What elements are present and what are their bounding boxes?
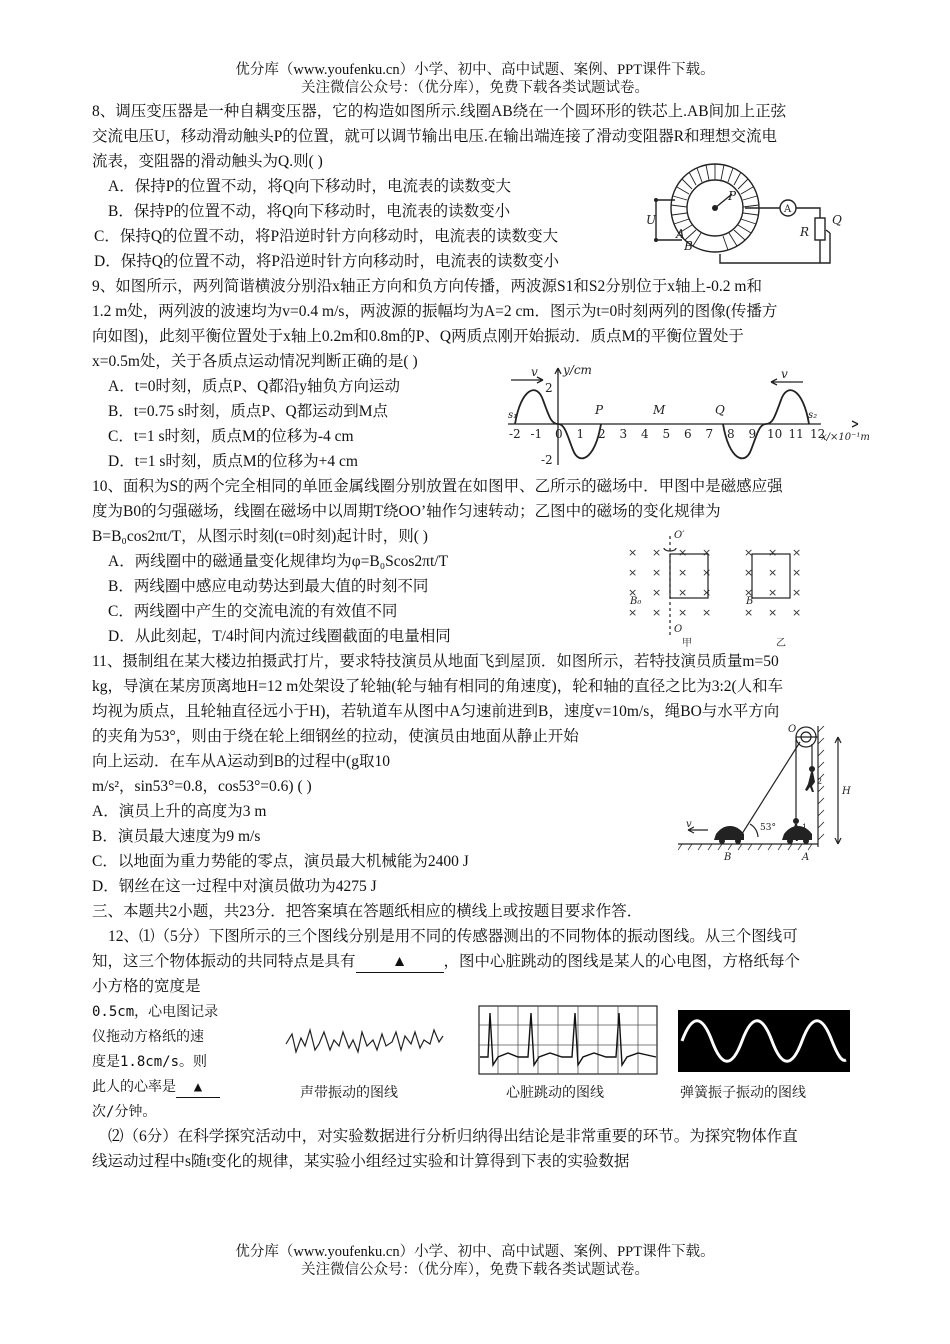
q9-xtick-label: 4 bbox=[641, 427, 649, 441]
q8-option-b: B．保持P的位置不动，将Q向下移动时，电流表的读数变小 bbox=[108, 203, 511, 220]
q8-option-d: D．保持Q的位置不动，将P沿逆时针方向移动时，电流表的读数变小 bbox=[94, 253, 560, 270]
q9-option-c: C．t=1 s时刻，质点M的位移为-4 cm bbox=[108, 428, 354, 445]
q11-stem-line3: 均视为质点，且轮轴直径远小于H)，若轨道车从图中A匀速前进到B，速度v=10m/s，绳BO与水平方向 bbox=[92, 703, 780, 720]
q12-caption-spring: 弹簧振子振动的图线 bbox=[680, 1085, 806, 1101]
field-cross-mark: × bbox=[768, 546, 778, 559]
q11-label-b: B bbox=[724, 852, 732, 862]
q11-stem-line2: kg，导演在某房顶离地H=12 m处架设了轮轴(轮与轴有相同的角速度)，轮和轴的直径之比为3:2(人和车 bbox=[92, 678, 784, 695]
q11-label-1: 1 bbox=[802, 823, 808, 832]
field-cross-mark: × bbox=[628, 546, 638, 559]
q12-caption-ecg: 心脏跳动的图线 bbox=[506, 1085, 604, 1101]
q10-stem-line3: B=B₀cos2πt/T，从图示时刻(t=0时刻)起计时，则( ) bbox=[92, 528, 428, 545]
q11-stem-line1: 11、摄制组在某大楼边拍摄武打片，要求特技演员从地面飞到屋顶．如图所示，若特技演员质量m=50 bbox=[92, 653, 779, 670]
field-cross-mark: × bbox=[652, 566, 662, 579]
field-cross-mark: × bbox=[628, 586, 638, 599]
q10-label-b: B bbox=[746, 596, 754, 607]
q9-stem-line4: x=0.5m处，关于各质点运动情况判断正确的是( ) bbox=[92, 353, 418, 370]
q9-label-p: P bbox=[595, 403, 604, 417]
q12-blank-1-mark: ▲ bbox=[391, 953, 408, 970]
field-cross-mark: × bbox=[768, 606, 778, 619]
q8-label-b: B bbox=[684, 239, 693, 253]
q9-xtick-label: 5 bbox=[662, 427, 671, 441]
q12-vocal-figure bbox=[282, 1012, 462, 1072]
q9-option-a: A．t=0时刻，质点P、Q都沿y轴负方向运动 bbox=[108, 378, 401, 395]
q9-ytick-neg2: -2 bbox=[541, 453, 553, 467]
q12-spring-figure bbox=[678, 1010, 850, 1072]
q10-label-o-bottom: O bbox=[674, 624, 683, 635]
q11-stem-line5: 向上运动．在车从A运动到B的过程中(g取10 bbox=[92, 753, 390, 770]
q9-xtick-label: -2 bbox=[509, 427, 521, 441]
q12-part1-line1: 12、⑴（5分）下图所示的三个图线分别是用不同的传感器测出的不同物体的振动图线。从三个图线可 bbox=[108, 928, 798, 945]
q12-part1-line2 bbox=[92, 952, 800, 973]
q8-label-u: U bbox=[646, 213, 657, 227]
field-cross-mark: × bbox=[702, 586, 712, 599]
q11-option-a: A．演员上升的高度为3 m bbox=[92, 803, 267, 820]
q9-xtick-label: 8 bbox=[727, 427, 735, 441]
q12-part1-line2-text: 知，这三个物体振动的共同特点是具有 bbox=[92, 953, 356, 970]
field-cross-mark: × bbox=[744, 586, 754, 599]
q10-stem-line2: 度为B0的匀强磁场，线圈在磁场中以周期T绕OO’轴作匀速转动；乙图中的磁场的变化规律为 bbox=[92, 503, 721, 520]
q9-xtick-label: 0 bbox=[555, 427, 563, 441]
q8-label-r: R bbox=[800, 225, 810, 239]
q12-blank-2-mark: ▲ bbox=[193, 1079, 203, 1095]
q9-wave-figure bbox=[503, 360, 883, 470]
q11-label-h: H bbox=[842, 786, 851, 797]
q8-transformer-figure bbox=[640, 158, 850, 270]
field-cross-mark: × bbox=[702, 546, 712, 559]
q8-label-a: A bbox=[676, 227, 685, 241]
q10-option-a: A．两线圈中的磁通量变化规律均为φ=B₀Scos2πt/T bbox=[108, 553, 449, 570]
page-footer-line1: 优分库（www.youfenku.cn）小学、初中、高中试题、案例、PPT课件下载。 bbox=[235, 1244, 715, 1260]
page-header-line1: 优分库（www.youfenku.cn）小学、初中、高中试题、案例、PPT课件下载。 bbox=[235, 62, 715, 78]
q11-stem-line4: 的夹角为53°，则由于绕在轮上细钢丝的拉动，使演员由地面从静止开始 bbox=[92, 728, 579, 745]
q9-xtick-label: 1 bbox=[576, 427, 585, 441]
field-cross-mark: × bbox=[768, 586, 778, 599]
q9-ytick-2: 2 bbox=[545, 381, 553, 395]
field-cross-mark: × bbox=[628, 566, 638, 579]
q9-stem-line1: 9、如图所示，两列简谐横波分别沿x轴正方向和负方向传播，两波源S1和S2分别位于x轴上-0.2 m和 bbox=[92, 278, 762, 295]
q10-option-d: D．从此刻起，T/4时间内流过线圈截面的电量相同 bbox=[108, 628, 451, 645]
field-cross-mark: × bbox=[744, 546, 754, 559]
field-cross-mark: × bbox=[792, 546, 802, 559]
q12-left-col-3: 度是1.8cm/s。则 bbox=[92, 1054, 208, 1070]
q11-label-angle: 53° bbox=[760, 823, 776, 833]
q9-xlabel: x/×10⁻¹m bbox=[821, 432, 870, 443]
q8-label-q: Q bbox=[832, 213, 842, 227]
q10-label-o-top: O′ bbox=[674, 530, 685, 541]
q9-label-q: Q bbox=[715, 403, 725, 417]
q11-option-b: B．演员最大速度为9 m/s bbox=[92, 828, 261, 845]
q9-xtick-label: 6 bbox=[684, 427, 692, 441]
q10-label-yi: 乙 bbox=[776, 638, 786, 649]
q12-blank-1[interactable] bbox=[356, 952, 444, 973]
q9-xtick-label: -1 bbox=[530, 427, 543, 441]
field-cross-mark: × bbox=[702, 606, 712, 619]
q8-option-a: A．保持P的位置不动，将Q向下移动时，电流表的读数变大 bbox=[108, 178, 512, 195]
field-cross-mark: × bbox=[678, 546, 688, 559]
q12-ecg-figure bbox=[478, 1005, 658, 1075]
q8-stem-line3: 流表，变阻器的滑动触头为Q.则( ) bbox=[92, 153, 323, 170]
q12-part2-line2: 线运动过程中s随t变化的规律，某实验小组经过实验和计算得到下表的实验数据 bbox=[92, 1153, 630, 1170]
q9-xtick-label: 12 bbox=[810, 427, 826, 441]
field-cross-mark: × bbox=[652, 586, 662, 599]
q9-label-m: M bbox=[653, 403, 666, 417]
field-cross-mark: × bbox=[678, 586, 688, 599]
q12-part1-line2-rest: ，图中心脏跳动的图线是某人的心电图，方格纸每个 bbox=[443, 953, 801, 970]
field-cross-mark: × bbox=[702, 566, 712, 579]
q9-v-right: v bbox=[781, 367, 788, 381]
q9-ylabel: y/cm bbox=[563, 363, 592, 377]
q11-option-c: C．以地面为重力势能的零点，演员最大机械能为2400 J bbox=[92, 853, 469, 870]
q11-stem-line6: m/s²，sin53°=0.8，cos53°=0.6) ( ) bbox=[92, 778, 312, 795]
field-cross-mark: × bbox=[768, 566, 778, 579]
field-cross-mark: × bbox=[744, 606, 754, 619]
q12-part1-line3: 小方格的宽度是 bbox=[92, 978, 201, 995]
q9-xtick-label: 11 bbox=[788, 427, 804, 441]
field-cross-mark: × bbox=[792, 586, 802, 599]
field-cross-mark: × bbox=[628, 606, 638, 619]
q12-left-col-4 bbox=[92, 1077, 220, 1098]
q8-label-ammeter: A bbox=[784, 204, 792, 215]
q9-xtick-label: 10 bbox=[767, 427, 783, 441]
q12-left-col-2: 仪拖动方格纸的速 bbox=[92, 1029, 204, 1045]
q9-stem-line2: 1.2 m处，两列波的波速均为v=0.4 m/s，两波源的振幅均为A=2 cm．图示为t=0时刻两列的图像(传播方 bbox=[92, 303, 778, 320]
q9-xtick-label: 7 bbox=[705, 427, 714, 441]
q10-option-c: C．两线圈中产生的交流电流的有效值不同 bbox=[108, 603, 398, 620]
q12-left-col-1: 0.5cm，心电图记录 bbox=[92, 1004, 219, 1020]
q12-blank-2[interactable] bbox=[176, 1077, 220, 1098]
q8-stem-line1: 8、调压变压器是一种自耦变压器，它的构造如图所示.线圈AB绕在一个圆环形的铁芯上.AB间加上正弦 bbox=[92, 103, 787, 120]
q9-xtick-label: 2 bbox=[598, 427, 606, 441]
q8-option-c: C．保持Q的位置不动，将P沿逆时针方向移动时，电流表的读数变大 bbox=[94, 228, 559, 245]
q11-option-d: D．钢丝在这一过程中对演员做功为4275 J bbox=[92, 878, 377, 895]
q12-left-col-5: 次/分钟。 bbox=[92, 1104, 157, 1120]
q9-xtick-label: 9 bbox=[748, 427, 757, 441]
q11-label-o: O bbox=[788, 724, 797, 735]
q11-label-2: 2 bbox=[817, 777, 823, 786]
q9-option-d: D．t=1 s时刻，质点M的位移为+4 cm bbox=[108, 453, 358, 470]
q9-option-b: B．t=0.75 s时刻，质点P、Q都运动到M点 bbox=[108, 403, 389, 420]
field-cross-mark: × bbox=[652, 546, 662, 559]
q8-stem-line2: 交流电压U，移动滑动触头P的位置，就可以调节输出电压.在输出端连接了滑动变阻器R和理想交流电 bbox=[92, 128, 778, 145]
section3-title: 三、本题共2小题，共23分．把答案填在答题纸相应的横线上或按题目要求作答． bbox=[92, 903, 643, 920]
q11-pulley-figure bbox=[678, 722, 863, 862]
field-cross-mark: × bbox=[792, 566, 802, 579]
field-cross-mark: × bbox=[792, 606, 802, 619]
q12-part2-line1: ⑵（6分）在科学探究活动中，对实验数据进行分析归纳得出结论是非常重要的环节。为探究物体作直 bbox=[108, 1128, 798, 1145]
q10-coil-figure bbox=[620, 528, 820, 650]
q9-s1: s₁ bbox=[508, 410, 518, 421]
field-cross-mark: × bbox=[744, 566, 754, 579]
q11-label-a: A bbox=[802, 852, 810, 862]
field-cross-mark: × bbox=[652, 606, 662, 619]
q9-stem-line3: 向如图)，此刻平衡位置处于x轴上0.2m和0.8m的P、Q两质点刚开始振动．质点M的平衡位置处于 bbox=[92, 328, 744, 345]
q9-v-left: v bbox=[531, 365, 538, 379]
q10-stem-line1: 10、面积为S的两个完全相同的单匝金属线圈分别放置在如图甲、乙所示的磁场中．甲图中是磁感应强 bbox=[92, 478, 783, 495]
field-cross-mark: × bbox=[678, 566, 688, 579]
q9-xtick-label: 3 bbox=[619, 427, 628, 441]
q11-label-v: v bbox=[686, 819, 692, 830]
q10-label-jia: 甲 bbox=[682, 638, 692, 649]
page-footer-line2: 关注微信公众号：（优分库），免费下载各类试题试卷。 bbox=[301, 1262, 649, 1278]
q12-left-col-4-text: 此人的心率是 bbox=[92, 1079, 176, 1095]
field-cross-mark: × bbox=[678, 606, 688, 619]
q12-caption-vocal: 声带振动的图线 bbox=[300, 1085, 398, 1101]
page-header-line2: 关注微信公众号：（优分库），免费下载各类试题试卷。 bbox=[301, 80, 649, 96]
q10-label-b0: B₀ bbox=[630, 596, 642, 607]
q8-label-p: P bbox=[728, 189, 737, 203]
q10-option-b: B．两线圈中感应电动势达到最大值的时刻不同 bbox=[108, 578, 429, 595]
q9-s2: s₂ bbox=[808, 410, 818, 421]
